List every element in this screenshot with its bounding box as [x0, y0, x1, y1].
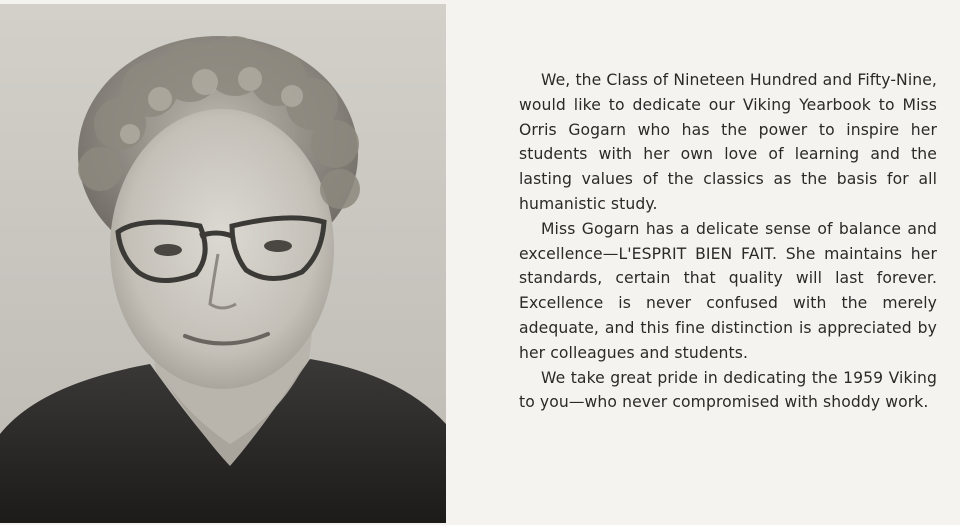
dedication-paragraph: Miss Gogarn has a delicate sense of balance and excellence—L'ESPRIT BIEN FAIT. She maintains her standards, certain that quality will last forever. Excellence is never confused with the merely adequate, and this fine distinction is appreciated by her colleagues and students.: [519, 219, 937, 362]
dedication-paragraph: We, the Class of Nineteen Hundred and Fifty-Nine, would like to dedicate our Viking Yearbook to Miss Orris Gogarn who has the power to inspire her students with her own love of learning and the lasting values of the classics as the basis for all humanistic study.: [519, 71, 937, 213]
dedication-text: [519, 68, 937, 415]
portrait-illustration: [0, 4, 446, 523]
portrait-photo: [0, 4, 446, 523]
dedication-paragraph: We take great pride in dedicating the 1959 Viking to you—who never compromised with shoddy work.: [519, 368, 937, 412]
